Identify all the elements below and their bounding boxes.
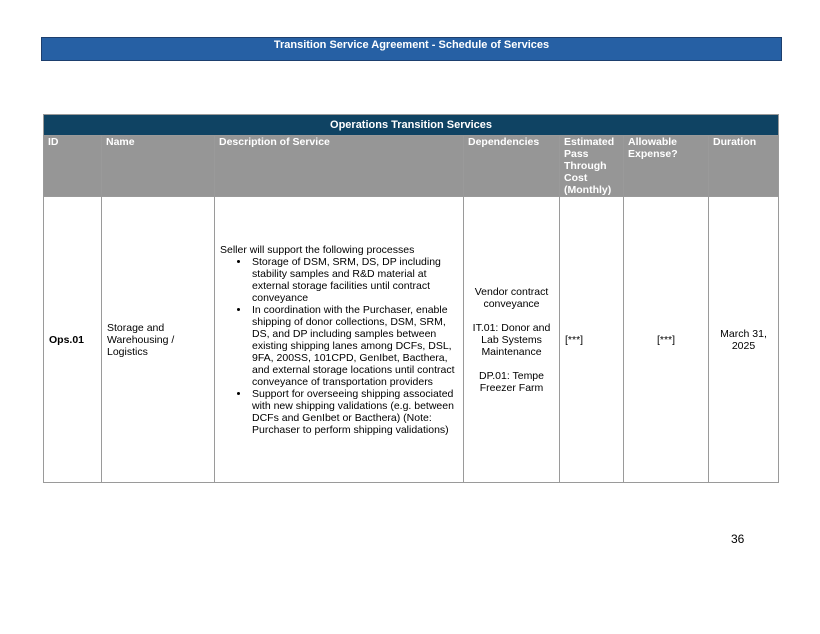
cell-description (215, 197, 464, 483)
cell-id: Ops.01 (44, 197, 102, 483)
cell-duration: March 31, 2025 (709, 197, 779, 483)
header-description: Description of Service (215, 136, 464, 197)
operations-services-table (43, 114, 779, 483)
schedule-title-banner: Transition Service Agreement - Schedule of Services (41, 37, 782, 61)
table-caption: Operations Transition Services (44, 115, 779, 136)
description-list (220, 256, 458, 436)
cell-allowable-expense: [***] (624, 197, 709, 483)
table-row (44, 197, 779, 483)
list-item: • Support for overseeing shipping associated with new shipping validations (e.g. between DCFs and GenIbet or Bacthera) (Note: Purchaser to perform shipping validations) (250, 388, 458, 436)
header-allowable-expense: Allowable Expense? (624, 136, 709, 197)
list-item: • In coordination with the Purchaser, enable shipping of donor collections, DSM, SRM, DS, and DP including samples between existing shipping lanes among DCFs, DSL, 9FA, 200SS, 101CPD, GenIbet, Bacthera, and external storage locations until contract conveyance of transportation providers (250, 304, 458, 388)
header-duration: Duration (709, 136, 779, 197)
header-id: ID (44, 136, 102, 197)
cell-dependencies (464, 197, 560, 483)
list-item: • Storage of DSM, SRM, DS, DP including stability samples and R&D material at external storage facilities until contract conveyance (250, 256, 458, 304)
table-header-row (44, 136, 779, 197)
page-number: 36 (731, 532, 745, 546)
dependency-item: IT.01: Donor and Lab Systems Maintenance (472, 321, 551, 358)
header-name: Name (102, 136, 215, 197)
cell-cost: [***] (560, 197, 624, 483)
description-intro: Seller will support the following processes (220, 243, 415, 256)
cell-name: Storage and Warehousing / Logistics (102, 197, 215, 483)
header-dependencies: Dependencies (464, 136, 560, 197)
header-cost: Estimated Pass Through Cost (Monthly) (560, 136, 624, 197)
dependency-item: DP.01: Tempe Freezer Farm (479, 369, 544, 394)
dependency-item: Vendor contract conveyance (474, 285, 549, 310)
